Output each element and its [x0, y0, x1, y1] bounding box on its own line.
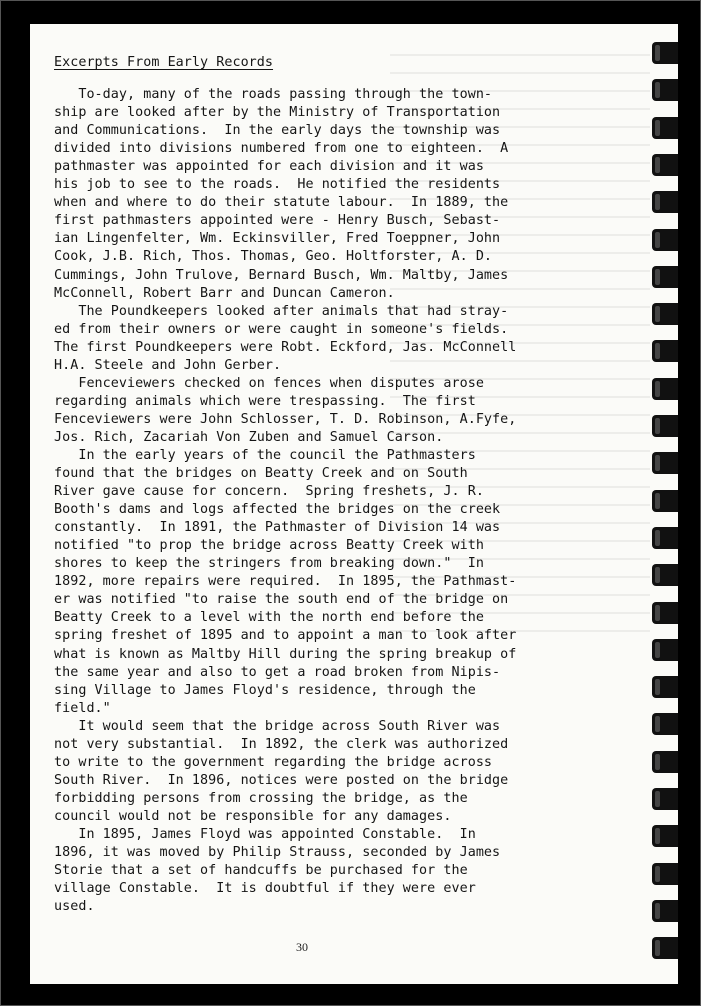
text-line: sing Village to James Floyd's residence, through the: [54, 682, 476, 698]
binding-ring: [652, 788, 678, 810]
binding-ring: [652, 676, 678, 698]
binding-ring: [652, 713, 678, 735]
binding-ring: [652, 229, 678, 251]
text-line: ed from their owners or were caught in someone's fields.: [54, 321, 509, 337]
text-line: used.: [54, 899, 95, 915]
text-line: In 1895, James Floyd was appointed Constable. In: [54, 826, 476, 842]
text-line: South River. In 1896, notices were posted on the bridge: [54, 772, 509, 788]
binding-ring: [652, 340, 678, 362]
text-line: shores to keep the stringers from breaking down." In: [54, 556, 484, 572]
text-line: the same year and also to get a road broken from Nipis-: [54, 664, 501, 680]
binding-ring: [652, 639, 678, 661]
binding-ring: [652, 378, 678, 400]
body-text: [54, 86, 574, 916]
binding-ring: [652, 191, 678, 213]
text-line: found that the bridges on Beatty Creek and on South: [54, 466, 468, 482]
document-page: [30, 24, 678, 984]
text-line: It would seem that the bridge across South River was: [54, 718, 501, 734]
text-line: River gave cause for concern. Spring freshets, J. R.: [54, 484, 484, 500]
text-line: what is known as Maltby Hill during the spring breakup of: [54, 646, 517, 662]
binding-ring: [652, 490, 678, 512]
binding-ring: [652, 42, 678, 64]
binding-ring: [652, 564, 678, 586]
binding-ring: [652, 117, 678, 139]
text-line: The Poundkeepers looked after animals that had stray-: [54, 303, 509, 319]
text-line: not very substantial. In 1892, the clerk was authorized: [54, 736, 509, 752]
binding-ring: [652, 266, 678, 288]
text-line: to write to the government regarding the bridge across: [54, 754, 493, 770]
page-number: 30: [296, 940, 308, 954]
spiral-binding: [650, 32, 678, 982]
text-line: In the early years of the council the Pathmasters: [54, 447, 476, 463]
text-line: Beatty Creek to a level with the north end before the: [54, 610, 484, 626]
text-line: Fenceviewers checked on fences when disputes arose: [54, 375, 484, 391]
text-line: er was notified "to raise the south end of the bridge on: [54, 592, 509, 608]
binding-ring: [652, 900, 678, 922]
text-line: Cook, J.B. Rich, Thos. Thomas, Geo. Holtforster, A. D.: [54, 249, 493, 265]
text-line: McConnell, Robert Barr and Duncan Cameron.: [54, 285, 395, 301]
text-line: regarding animals which were trespassing. The first: [54, 393, 476, 409]
binding-ring: [652, 825, 678, 847]
binding-ring: [652, 863, 678, 885]
text-line: H.A. Steele and John Gerber.: [54, 357, 282, 373]
text-line: field.": [54, 700, 111, 716]
binding-ring: [652, 751, 678, 773]
text-line: constantly. In 1891, the Pathmaster of Division 14 was: [54, 520, 501, 536]
binding-ring: [652, 452, 678, 474]
binding-ring: [652, 303, 678, 325]
text-line: pathmaster was appointed for each division and it was: [54, 159, 484, 175]
text-line: forbidding persons from crossing the bridge, as the: [54, 790, 468, 806]
binding-ring: [652, 154, 678, 176]
binding-ring: [652, 527, 678, 549]
text-line: The first Poundkeepers were Robt. Eckford, Jas. McConnell: [54, 339, 517, 355]
text-line: when and where to do their statute labour. In 1889, the: [54, 195, 509, 211]
text-line: To-day, many of the roads passing through the town-: [54, 87, 493, 103]
text-line: village Constable. It is doubtful if they were ever: [54, 881, 476, 897]
text-line: and Communications. In the early days the township was: [54, 123, 501, 139]
binding-ring: [652, 79, 678, 101]
text-line: first pathmasters appointed were - Henry Busch, Sebast-: [54, 213, 501, 229]
text-line: ian Lingenfelter, Wm. Eckinsviller, Fred Toeppner, John: [54, 231, 501, 247]
binding-ring: [652, 602, 678, 624]
text-line: 1896, it was moved by Philip Strauss, seconded by James: [54, 845, 501, 861]
page-heading: Excerpts From Early Records: [54, 55, 274, 70]
text-line: ship are looked after by the Ministry of Transportation: [54, 105, 501, 121]
text-line: divided into divisions numbered from one to eighteen. A: [54, 141, 509, 157]
text-line: Storie that a set of handcuffs be purchased for the: [54, 863, 468, 879]
text-line: 1892, more repairs were required. In 1895, the Pathmast-: [54, 574, 517, 590]
binding-ring: [652, 415, 678, 437]
text-line: Cummings, John Trulove, Bernard Busch, Wm. Maltby, James: [54, 267, 509, 283]
text-line: his job to see to the roads. He notified the residents: [54, 177, 501, 193]
text-line: spring freshet of 1895 and to appoint a man to look after: [54, 628, 517, 644]
text-line: notified "to prop the bridge across Beatty Creek with: [54, 538, 484, 554]
binding-ring: [652, 937, 678, 959]
page-text: [54, 54, 574, 916]
text-line: Booth's dams and logs affected the bridges on the creek: [54, 502, 501, 518]
text-line: council would not be responsible for any damages.: [54, 808, 452, 824]
text-line: Fenceviewers were John Schlosser, T. D. Robinson, A.Fyfe,: [54, 411, 517, 427]
text-line: Jos. Rich, Zacariah Von Zuben and Samuel Carson.: [54, 429, 444, 445]
